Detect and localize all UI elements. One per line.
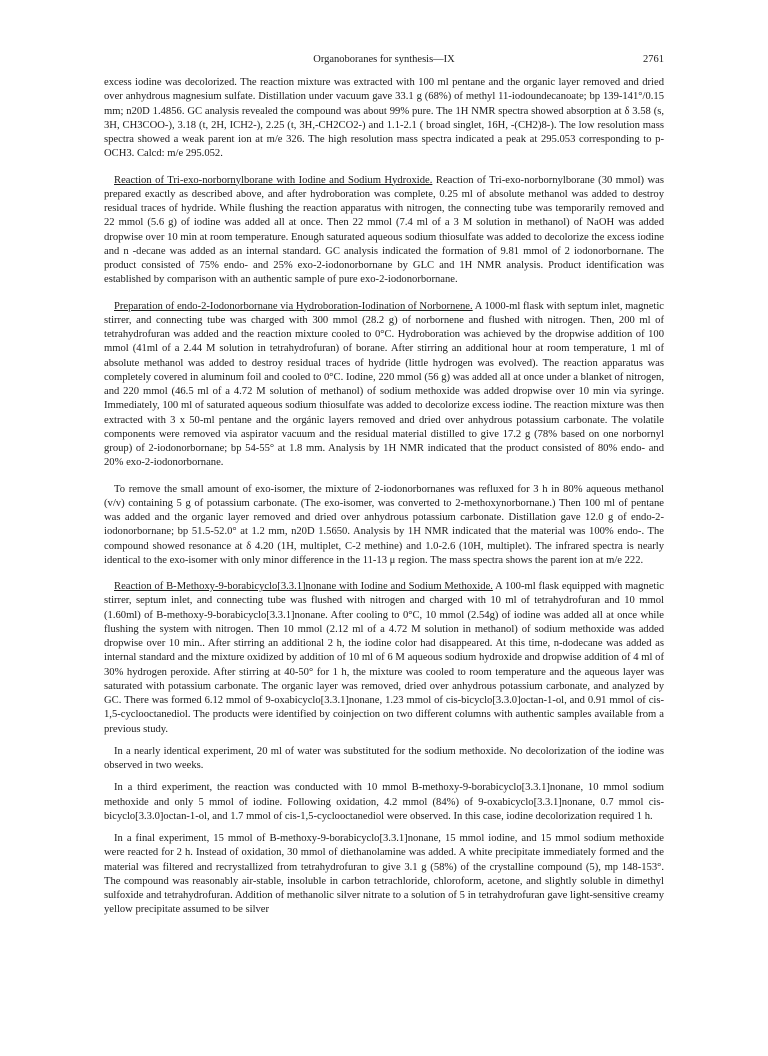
paragraph-text: In a third experiment, the reaction was conducted with 10 mmol B-methoxy-9-borabicyclo[3.3.1]nonane, 10 mmol sodium methoxide and only 5 mmol of iodine. Following oxidation, 4.2 mmol (84%) of 9-oxabicyclo[3.3.1]nonane, 0.7 mmol cis-bicyclo[3.3.0]octan-1-ol, and 1.7 mmol of cis-1,5-cyclooctanediol were observed. In this case, iodine decolorization required 1 h.: [104, 782, 664, 822]
paragraph-text: In a final experiment, 15 mmol of B-methoxy-9-borabicyclo[3.3.1]nonane, 15 mmol iodine, and 15 mmol sodium methoxide were reacted for 2 h. Instead of oxidation, 30 mmol of diethanolamine was added. A white precipitate immediately formed and the material was filtered and recrystallized from tetrahydrofuran to give 3.1 g (58%) of the crystalline compound (5), mp 148-153°. The compound was reasonably air-stable, insoluble in carbon tetrachloride, chloroform, acetone, and slightly soluble in dimethyl sulfoxide and tetrahydrofuran. Addition of methanolic silver nitrate to a solution of 5 in tetrahydrofuran gave light-sensitive creamy yellow precipitate assumed to be silver: [104, 833, 664, 916]
paragraph-final-experiment: [104, 832, 664, 918]
document-page: [104, 54, 664, 918]
section-b-methoxy-9-bbn: [104, 580, 664, 737]
running-header: [104, 54, 664, 70]
paragraph-water-experiment: [104, 745, 664, 774]
paragraph-text: In a nearly identical experiment, 20 ml of water was substituted for the sodium methoxide. No decolorization of the iodine was observed in two weeks.: [104, 745, 664, 771]
section-heading: Reaction of B-Methoxy-9-borabicyclo[3.3.1]nonane with Iodine and Sodium Methoxide.: [114, 581, 493, 592]
section-heading: Reaction of Tri-exo-norbornylborane with Iodine and Sodium Hydroxide.: [114, 174, 433, 186]
section-tri-exo-norbornylborane: [104, 174, 664, 288]
paragraph-text: A 100-ml flask equipped with magnetic stirrer, septum inlet, and connecting tube was flushed with nitrogen and charged with 10 ml of tetrahydrofuran and 10 mmol (1.60ml) of B-methoxy-9-borabicyclo[3.3.1]nonane. After cooling to 0°C, 10 mmol (2.54g) of iodine was added all at once while flushing the system with nitrogen. Then 10 mmol (2.12 ml of a 4.72 M solution in methanol) of sodium methoxide was added dropwise over 10 min.. After stirring an additional 2 h, the iodine color had disappeared. At this time, n-dodecane was added as internal standard and the mixture oxidized by addition of 10 ml of 6 M aqueous sodium hydroxide and dropwise addition of 4 ml of 30% hydrogen peroxide. After stirring at 40-50° for 1 h, the mixture was cooled to room temperature and the aqueous layer was saturated with potassium carbonate. The organic layer was removed, dried over anhydrous potassium carbonate, and analyzed by GC. There was formed 6.12 mmol of 9-oxabicyclo[3.3.1]nonane, 1.23 mmol of cis-bicyclo[3.3.0]octan-1-ol, and 0.91 mmol of cis-1,5-cyclooctanediol. The products were identified by coinjection on two different columns with authentic samples available from a previous study.: [104, 581, 664, 735]
section-endo-iodonorbornane: [104, 300, 664, 471]
paragraph-third-experiment: [104, 781, 664, 824]
section-heading: Preparation of endo-2-Iodonorbornane via Hydroboration-Iodination of Norbornene.: [114, 300, 473, 312]
paragraph-text: excess iodine was decolorized. The reaction mixture was extracted with 100 ml pentane and the organic layer removed and dried over anhydrous magnesium sulfate. Distillation under vacuum gave 33.1 g (68%) of methyl 11-iodoundecanoate; bp 139-141°/0.15 mm; n20D 1.4856. GC analysis revealed the compound was about 99% pure. The 1H NMR spectra showed absorption at δ 3.58 (s, 3H, CH3COO-), 3.18 (t, 2H, ICH2-), 2.25 (t, 3H,-CH2CO2-) and 1.1-2.1 ( broad singlet, 16H, -(CH2)8-). The low resolution mass spectra showed a weak parent ion at m/e 326. The high resolution mass spectra indicated a peak at 295.053 corresponding to p-OCH3. Calcd: m/e 295.052.: [104, 77, 664, 160]
paragraph-methyl-iodoundecanoate: [104, 76, 664, 162]
paragraph-text: A 1000-ml flask with septum inlet, magnetic stirrer, and connecting tube was charged with 300 mmol (28.2 g) of norbornene and flushed with nitrogen. Then, 200 ml of tetrahydrofuran was added and the reaction mixture cooled to 0°C. Hydroboration was achieved by the dropwise addition of 100 mmol (41ml of a 2.44 M solution in tetrahydrofuran) of borane. After stirring an additional hour at room temperature, 1 ml of absolute methanol was added to destroy residual traces of hydride (little hydrogen was evolved). The reaction apparatus was completely covered in aluminum foil and cooled to 0°C. Iodine, 220 mmol (56 g) was added all at once under a blanket of nitrogen, and 220 mmol (46.5 ml of a 4.72 M solution of methanol) of sodium methoxide was added dropwise over 10 min via syringe. Immediately, 100 ml of saturated aqueous sodium thiosulfate was added to decolorize excess iodine. The reaction mixture was then extracted with 3 x 50-ml pentane and the orgánic layers removed and dried over anhydrous potassium carbonate. The volatile components were removed via aspirator vacuum and the residual material distilled to give 17.2 g (78% based on one norbornyl group) of 2-iodonorbornane; bp 54-55° at 1.8 mm. Analysis by 1H NMR indicated that the product consisted of 80% endo- and 20% exo-2-iodonorbornane.: [104, 300, 664, 469]
paragraph-text: To remove the small amount of exo-isomer, the mixture of 2-iodonorbornanes was refluxed for 3 h in 80% aqueous methanol (v/v) containing 5 g of potassium carbonate. (The exo-isomer, was converted to 2-methoxynorbornane.) Then 100 ml of pentane was added and the organic layer removed and dried over anhydrous potassium carbonate. Distillation gave 12.0 g of endo-2-iodonorbornane; bp 51.5-52.0° at 1.2 mm, n20D 1.5650. Analysis by 1H NMR indicated that the material was 100% endo-. The compound showed resonance at δ 4.20 (1H, multiplet, C-2 methine) and 1.0-2.6 (10H, multiplet). The infrared spectra is nearly identical to the exo-isomer with only minor difference in the 11-13 μ region. The mass spectra shows the parent ion at m/e 222.: [104, 483, 664, 566]
running-title: Organoboranes for synthesis—IX: [313, 54, 455, 65]
paragraph-text: Reaction of Tri-exo-norbornylborane (30 mmol) was prepared exactly as described above, and after hydroboration was complete, 0.25 ml of absolute methanol was added to destroy residual traces of hydride. While flushing the reaction apparatus with nitrogen, the connecting tube was temporarily removed and 22 mmol (5.6 g) of iodine was added all at once. Then 22 mmol (7.4 ml of a 3 M solution in methanol) of NaOH was added dropwise over 10 min at room temperature. Enough saturated aqueous sodium thiosulfate was added to decolorize the excess iodine and n -decane was added as an internal standard. GC analysis indicated the formation of 9.81 mmol of 2 iodonorbornane. The product consisted of 75% endo- and 25% exo-2-iodonorbornane by GLC and 1H NMR analysis. Product identification was established by comparison with an authentic sample of pure exo-2-iodonorbornane.: [104, 174, 665, 286]
paragraph-exo-removal: [104, 483, 664, 569]
page-number: 2761: [643, 54, 664, 65]
